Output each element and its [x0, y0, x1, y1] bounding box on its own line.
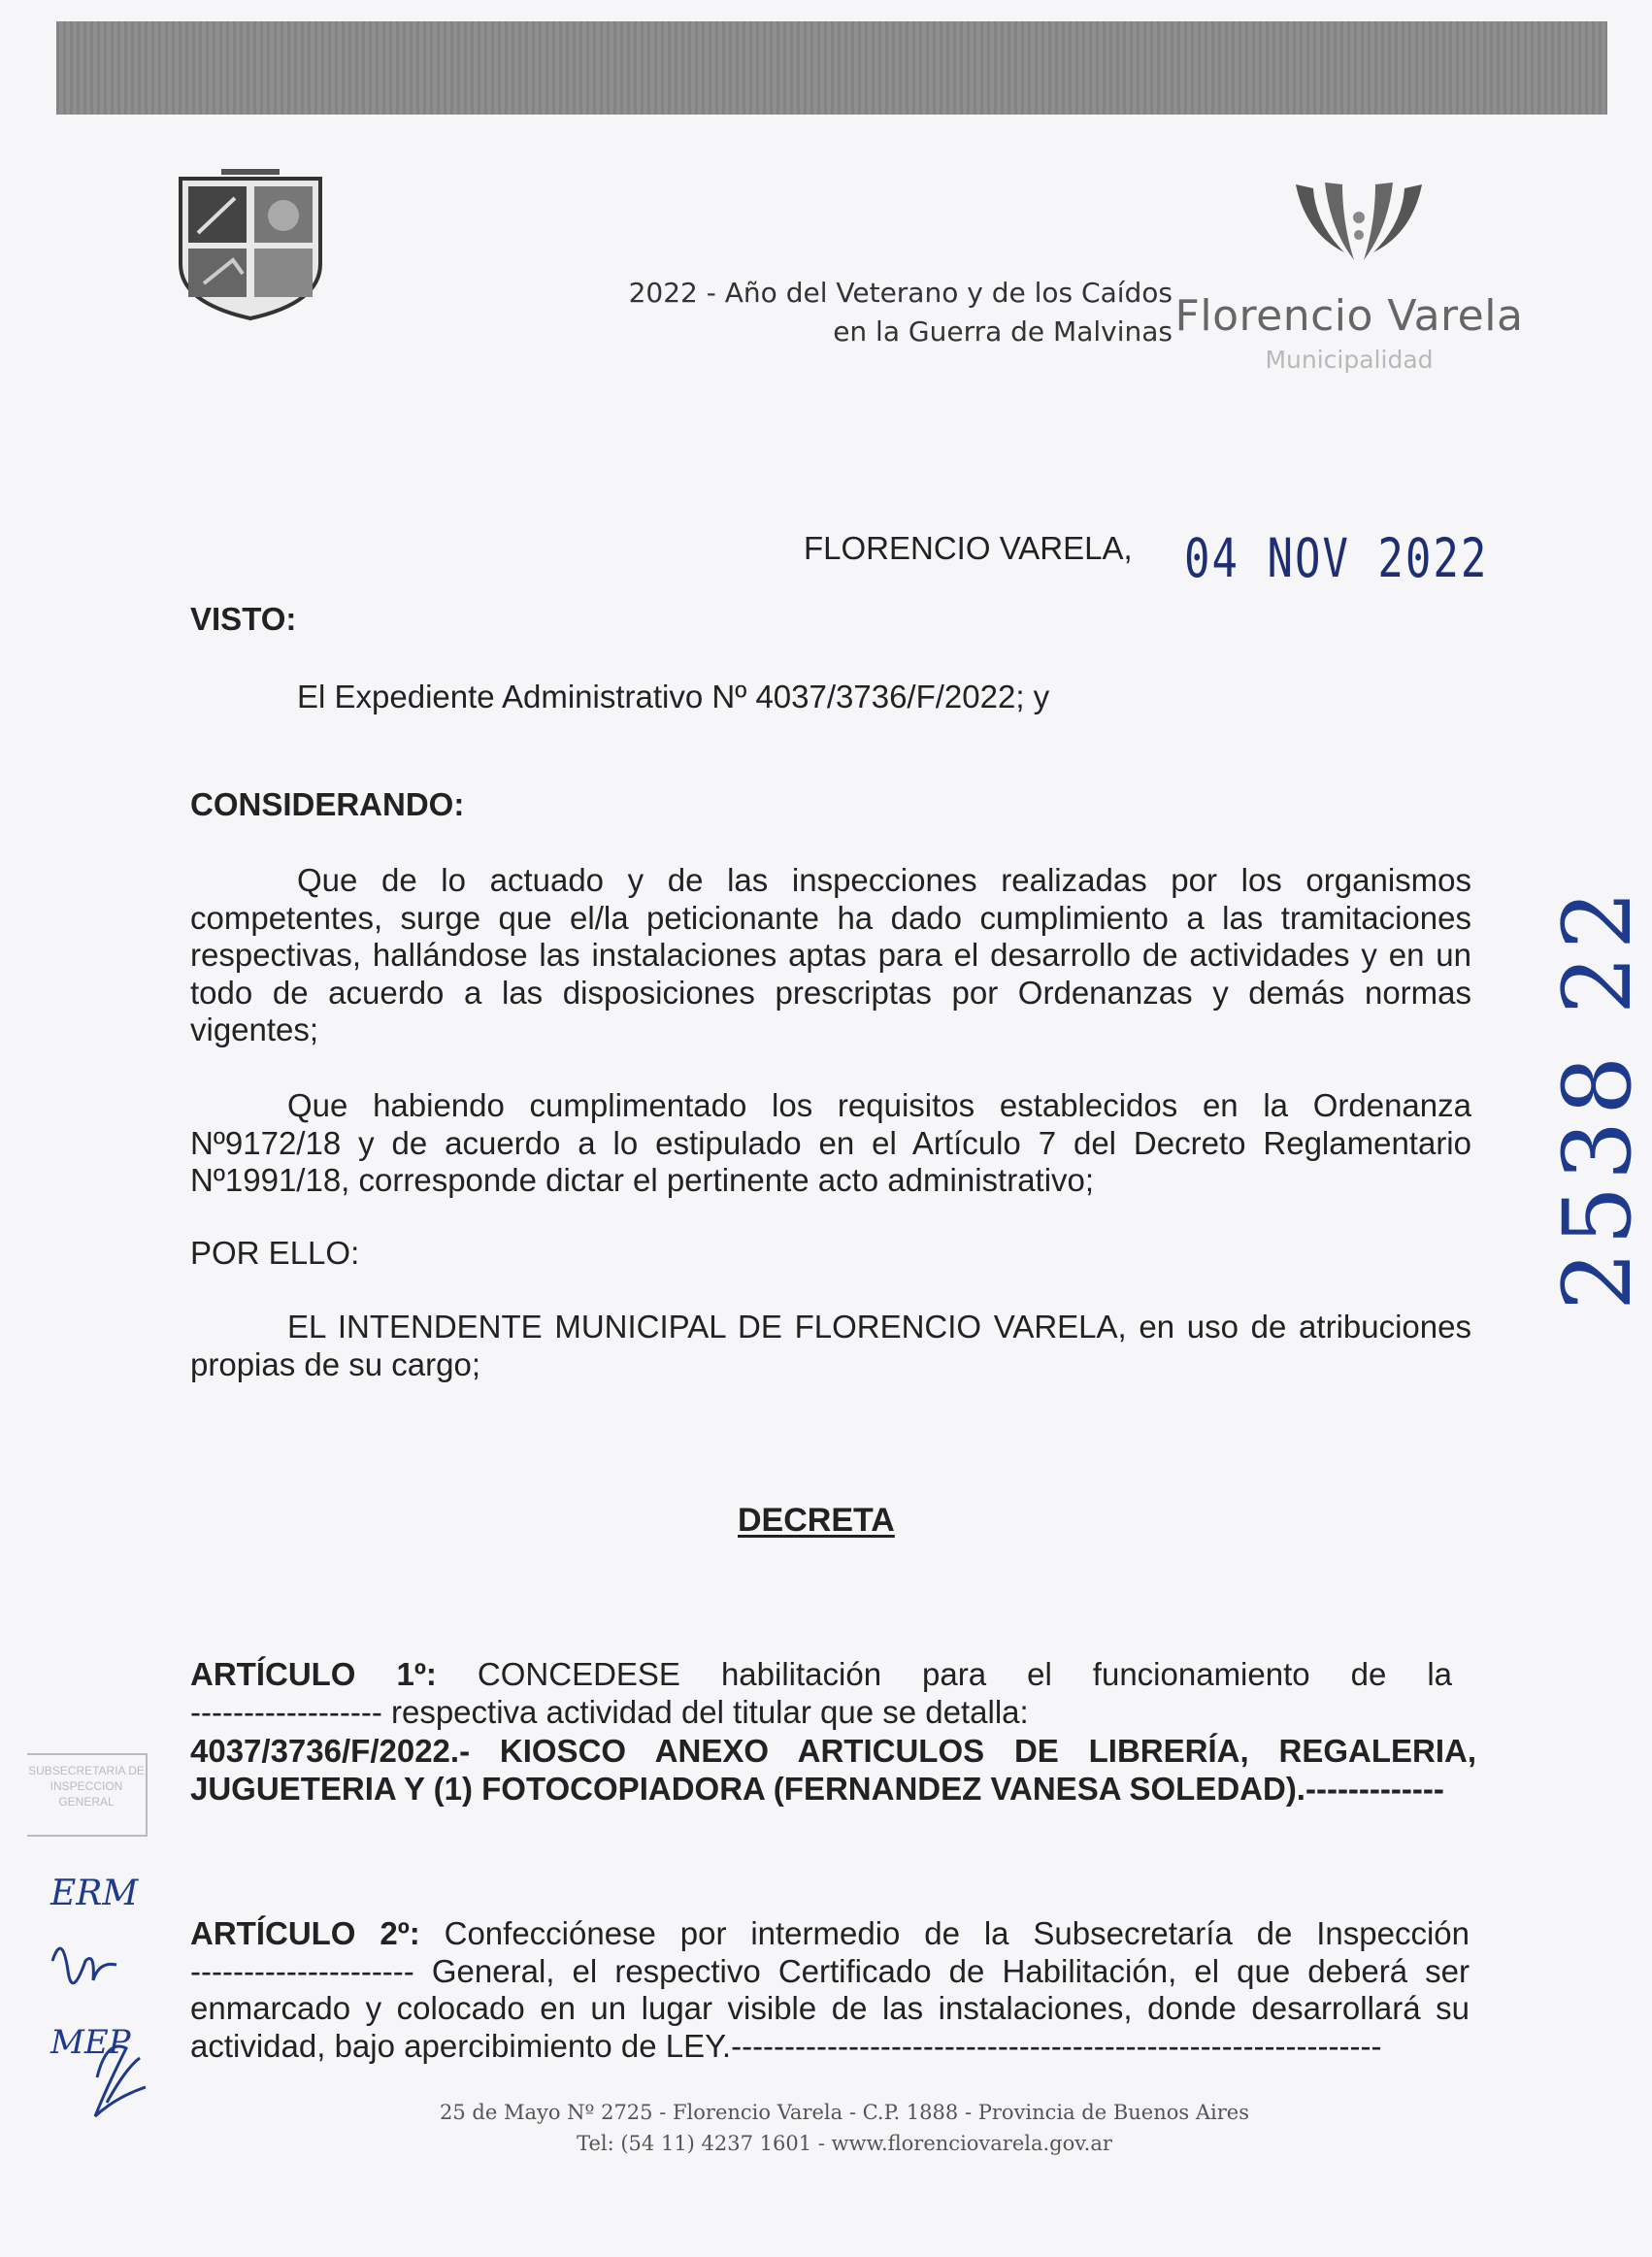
activity-line-1: 4037/3736/F/2022.- KIOSCO ANEXO ARTICULOS DE LIBRERÍA, REGALERIA,	[190, 1733, 1476, 1769]
paragraph-line: propias de su cargo;	[190, 1345, 481, 1382]
paragraph-line: Que de lo actuado y de las inspecciones realizadas por los organismos	[297, 862, 1471, 898]
paragraph-line: Nº1991/18, corresponde dictar el pertinente acto administrativo;	[190, 1162, 1095, 1198]
articulo-2-label: ARTÍCULO 2º:	[190, 1915, 420, 1951]
year-line-1: 2022 - Año del Veterano y de los Caídos	[628, 277, 1173, 309]
date-stamp: 04 NOV 2022	[1184, 528, 1489, 590]
considerando-paragraph-2	[190, 1087, 1471, 1200]
articulo-2-line-2: --------------------- General, el respectivo Certificado de Habilitación, el que deberá ser	[190, 1952, 1470, 1989]
florencio-varela-logo-icon	[1286, 175, 1432, 272]
paragraph-line: Nº9172/18 y de acuerdo a lo estipulado en el Artículo 7 del Decreto Reglamentario	[190, 1124, 1471, 1161]
paragraph-line: EL INTENDENTE MUNICIPAL DE FLORENCIO VARELA, en uso de atribuciones	[287, 1309, 1471, 1344]
year-line-2: en la Guerra de Malvinas	[833, 315, 1173, 348]
footer-address: 25 de Mayo Nº 2725 - Florencio Varela - C.P. 1888 - Provincia de Buenos Aires	[440, 2101, 1249, 2124]
visto-text: El Expediente Administrativo Nº 4037/3736/F/2022; y	[297, 679, 1050, 714]
considerando-heading: CONSIDERANDO:	[190, 786, 465, 822]
municipal-crest-logo	[175, 167, 326, 322]
paragraph-line: competentes, surge que el/la peticionante ha dado cumplimiento a las tramitaciones	[190, 899, 1471, 936]
paragraph-line: todo de acuerdo a las disposiciones prescriptas por Ordenanzas y demás normas	[190, 974, 1471, 1011]
articulo-2-line-4: actividad, bajo apercibimiento de LEY.-------------------------------------------------------------	[190, 2027, 1382, 2064]
subsecretaria-stamp: SUBSECRETARIA DE INSPECCION GENERAL	[27, 1753, 148, 1837]
articulo-1-label: ARTÍCULO 1º:	[190, 1656, 437, 1692]
handwritten-initials-1: ERM	[50, 1874, 139, 1913]
visto-heading: VISTO:	[190, 601, 297, 637]
handwritten-initials-2: MEP	[50, 2023, 131, 2062]
articulo-2-text: Confecciónese por intermedio de la Subsecretaría de Inspección	[444, 1915, 1470, 1951]
municipality-subtitle: Municipalidad	[1265, 346, 1434, 374]
articulo-2-line-3: enmarcado y colocado en un lugar visible de las instalaciones, donde desarrollará su	[190, 1990, 1470, 2026]
paragraph-line: respectivas, hallándose las instalaciones aptas para el desarrollo de actividades y en un	[190, 937, 1471, 973]
footer-contact: Tel: (54 11) 4237 1601 - www.florenciovarela.gov.ar	[577, 2132, 1112, 2155]
municipality-name: Florencio Varela	[1174, 291, 1524, 341]
por-ello-heading: POR ELLO:	[190, 1235, 360, 1271]
articulo-2	[190, 1915, 1470, 2065]
activity-line-2: JUGUETERIA Y (1) FOTOCOPIADORA (FERNANDEZ VANESA SOLEDAD).-------------	[190, 1770, 1444, 1807]
commemorative-year-text	[544, 274, 1173, 351]
articulo-1-line-2: ------------------ respectiva actividad del titular que se detalla:	[190, 1693, 1029, 1730]
paragraph-line: Que habiendo cumplimentado los requisitos establecidos en la Ordenanza	[287, 1087, 1471, 1123]
scan-header-bar	[56, 21, 1607, 115]
articulo-1-text: CONCEDESE habilitación para el funcionamiento de la	[477, 1656, 1453, 1692]
decree-number-stamp: 2538 22	[1543, 884, 1652, 1311]
paragraph-line: vigentes;	[190, 1012, 319, 1047]
intendente-paragraph	[190, 1309, 1471, 1383]
decreta-title: DECRETA	[738, 1502, 895, 1539]
considerando-paragraph-1	[190, 862, 1471, 1049]
handwritten-signature	[39, 1932, 155, 2126]
articulo-1	[190, 1656, 1452, 1731]
articulo-1-activity	[190, 1733, 1476, 1808]
page-footer	[291, 2097, 1398, 2159]
place-label: FLORENCIO VARELA,	[804, 530, 1133, 566]
